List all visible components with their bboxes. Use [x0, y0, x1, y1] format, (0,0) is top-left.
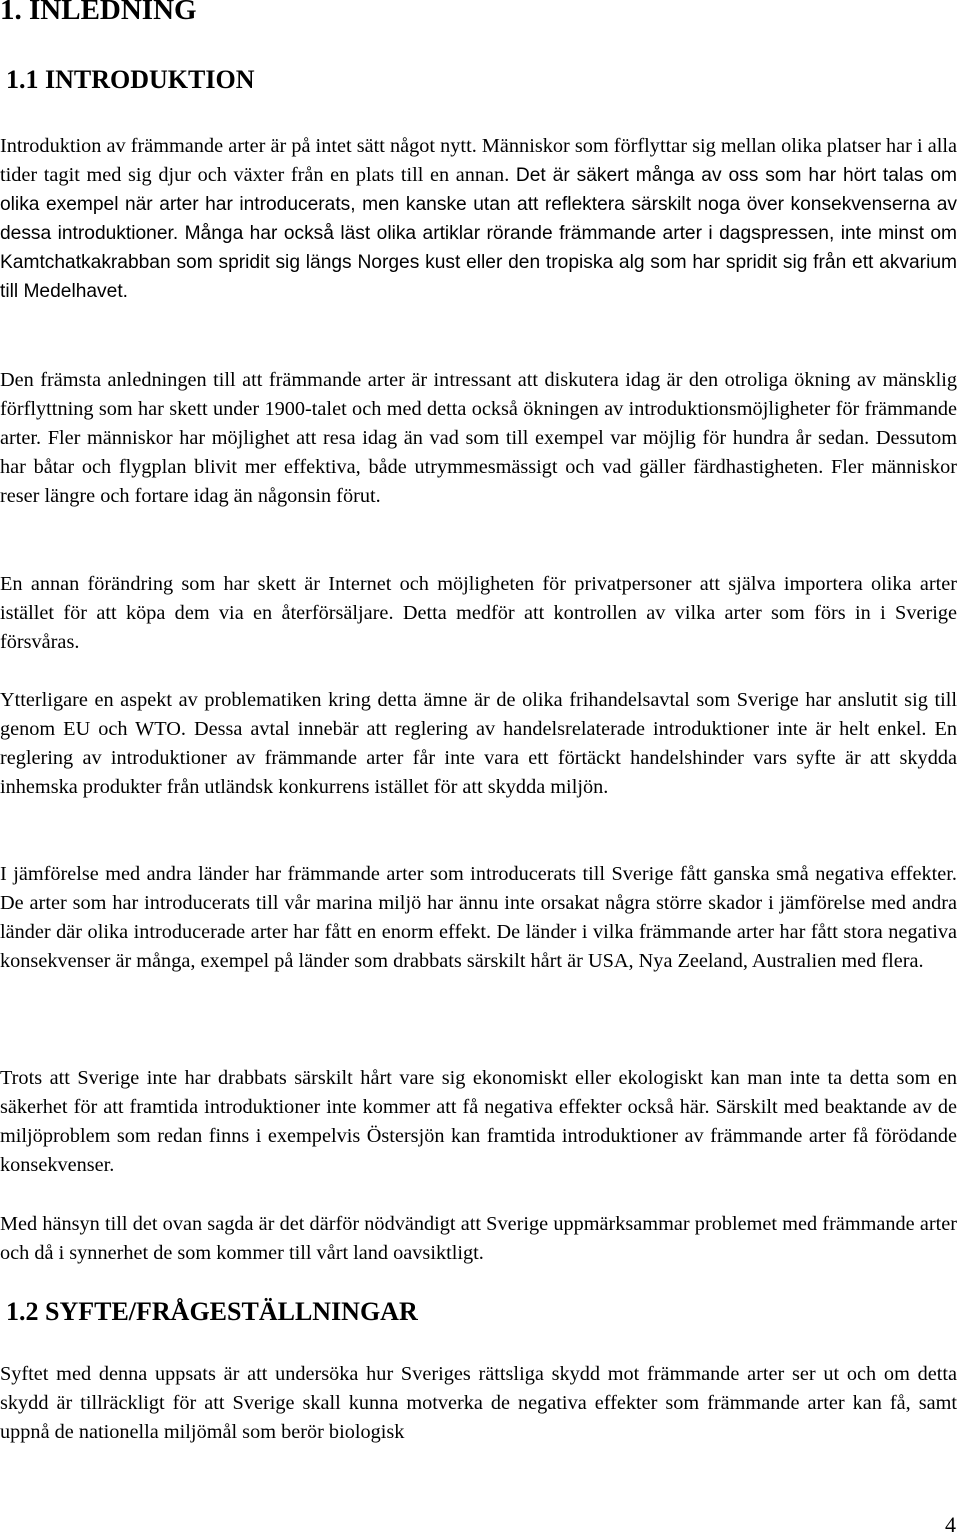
section-heading-introduction: 1.1 INTRODUKTION	[6, 65, 255, 94]
page-number: 4	[945, 1512, 956, 1537]
paragraph-1-part-2: Det är säkert många av oss som har hört talas om olika exempel när arter har introducerats, men kanske utan att reflektera särskilt noga över konsekvenserna av dessa introduktioner. Många har också läst olika artiklar rörande främmande arter i dagspressen, inte minst om Kamtchatkakrabban som spridit sig längs Norges kust eller den tropiska alg som har spridit sig från ett akvarium till Medelhavet.	[0, 165, 958, 302]
section-heading-purpose: 1.2 SYFTE/FRÅGESTÄLLNINGAR	[6, 1297, 418, 1326]
paragraph-8: Syftet med denna uppsats är att undersöka hur Sveriges rättsliga skydd mot främmande arter ser ut och om detta skydd är tillräckligt för att Sverige skall kunna motverka de negativa effekter som främmande arter kan få, samt uppnå de nationella miljömål som berör biologisk	[0, 1363, 957, 1443]
paragraph-1-part-1: Introduktion av främmande arter är på intet sätt något nytt. Människor som förflyttar sig mellan olika platser har i alla tider tagit med sig djur och växter från en plats till en annan.	[0, 135, 957, 186]
paragraph-4: Ytterligare en aspekt av problematiken kring detta ämne är de olika frihandelsavtal som Sverige har anslutit sig till genom EU och WTO. Dessa avtal innebär att reglering av handelsrelaterade introduktioner inte är helt enkel. En reglering av introduktioner av främmande arter får inte vara ett förtäckt handelshinder vars syfte är att skydda inhemska produkter från utländsk konkurrens istället för att skydda miljön.	[0, 689, 957, 798]
paragraph-6: Trots att Sverige inte har drabbats särskilt hårt vare sig ekonomiskt eller ekologiskt kan man inte ta detta som en säkerhet för att framtida introduktioner inte kommer att få negativa effekter också här. Särskilt med beaktande av de miljöproblem som redan finns i exempelvis Östersjön kan framtida introduktioner av främmande arter få förödande konsekvenser.	[0, 1067, 957, 1176]
chapter-heading: 1. INLEDNING	[0, 0, 197, 26]
paragraph-2: Den främsta anledningen till att främmande arter är intressant att diskutera idag är den otroliga ökning av mänsklig förflyttning som har skett under 1900-talet och med detta också ökningen av introduktionsmöjligheter för främmande arter. Fler människor har möjlighet att resa idag än vad som till exempel var möjlig för hundra år sedan. Dessutom har båtar och flygplan blivit mer effektiva, både utrymmesmässigt och vad gäller färdhastigheten. Fler människor reser längre och fortare idag än någonsin förut.	[0, 369, 957, 507]
paragraph-1	[0, 132, 957, 306]
paragraph-3: En annan förändring som har skett är Internet och möjligheten för privatpersoner att själva importera olika arter istället för att köpa dem via en återförsäljare. Detta medför att kontrollen av vilka arter som förs in i Sverige försvåras.	[0, 573, 957, 653]
paragraph-5: I jämförelse med andra länder har främmande arter som introducerats till Sverige fått ganska små negativa effekter. De arter som har introducerats till vår marina miljö har ännu inte orsakat några större skador i jämförelse med andra länder där olika introducerade arter har fått en enorm effekt. De länder i vilka främmande arter har fått stora negativa konsekvenser är många, exempel på länder som drabbats särskilt hårt är USA, Nya Zeeland, Australien med flera.	[0, 863, 957, 972]
paragraph-7: Med hänsyn till det ovan sagda är det därför nödvändigt att Sverige uppmärksammar problemet med främmande arter och då i synnerhet de som kommer till vårt land oavsiktligt.	[0, 1213, 957, 1264]
